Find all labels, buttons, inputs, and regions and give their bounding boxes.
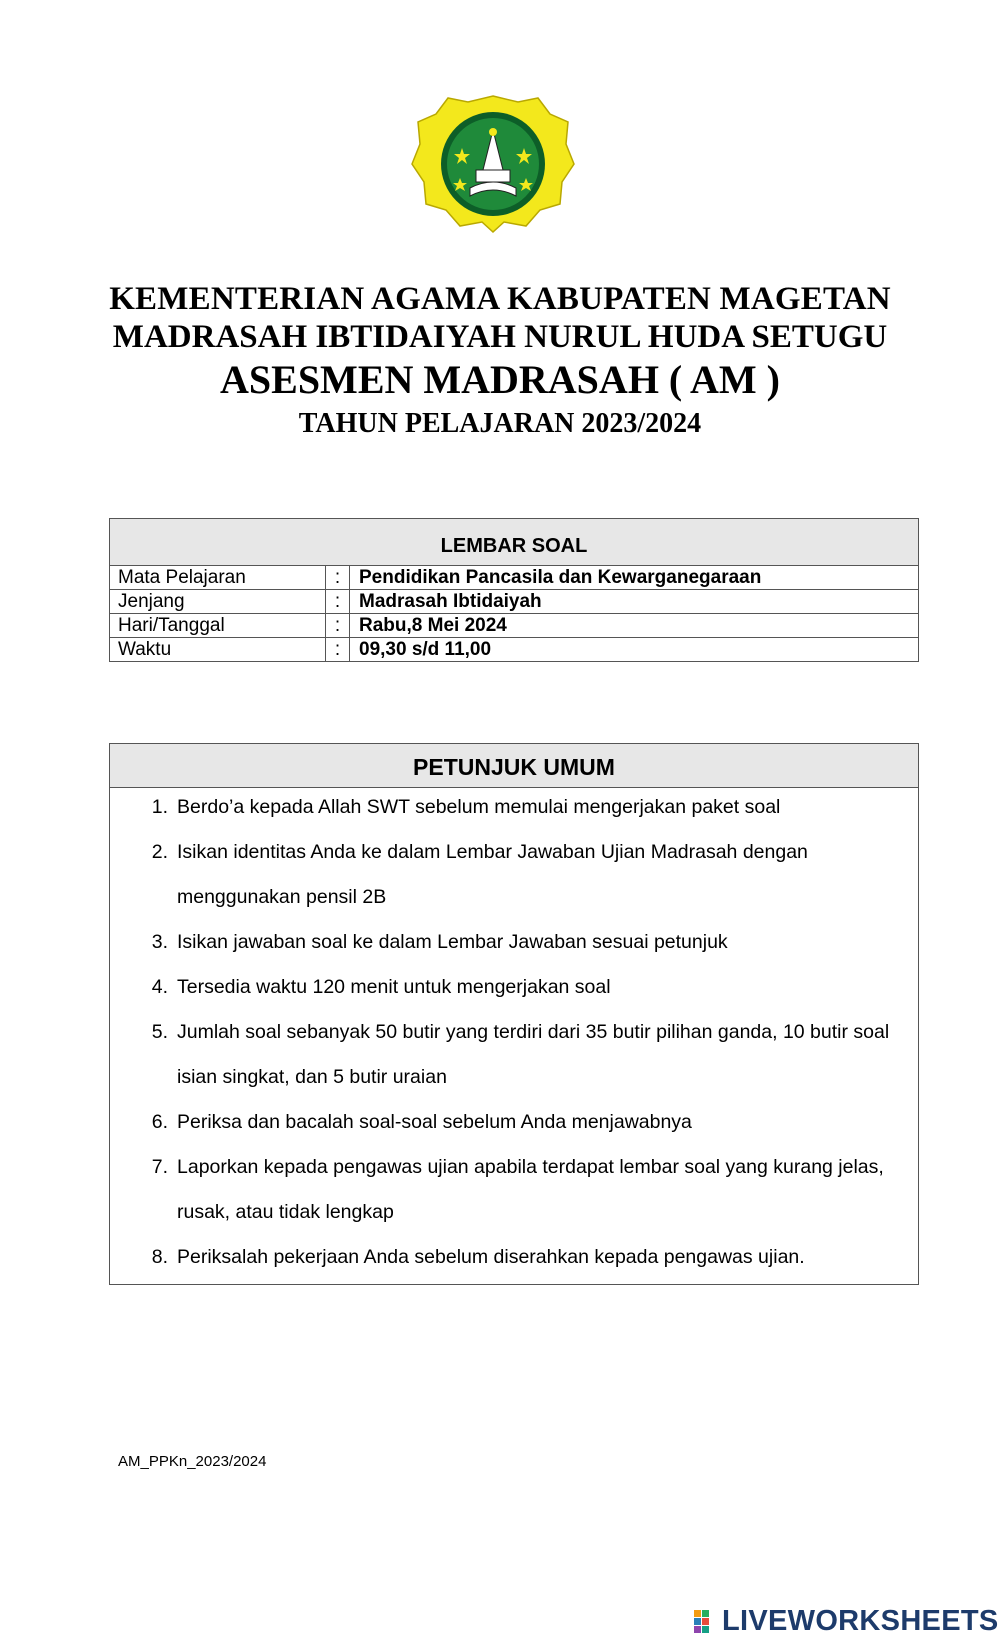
info-separator: :: [326, 638, 350, 661]
info-value: Madrasah Ibtidaiyah: [359, 591, 542, 612]
instruction-text: Jumlah soal sebanyak 50 butir yang terdiri dari 35 butir pilihan ganda, 10 butir soal: [177, 1021, 890, 1043]
document-header: [0, 280, 1000, 444]
info-row-jenjang: [110, 590, 918, 614]
info-value: 09,30 s/d 11,00: [359, 639, 492, 660]
instruction-text-continued: menggunakan pensil 2B: [177, 886, 387, 908]
info-label: Jenjang: [110, 590, 326, 613]
academic-year: TAHUN PELAJARAN 2023/2024: [298, 408, 702, 439]
instruction-item: [110, 1010, 918, 1100]
instruction-number: 3.: [151, 931, 168, 953]
instruction-number: 4.: [151, 976, 168, 998]
instruction-item: [110, 1145, 918, 1235]
instruction-number: 7.: [151, 1156, 168, 1178]
exam-title: ASESMEN MADRASAH ( AM ): [220, 357, 780, 402]
instruction-number: 2.: [151, 841, 168, 863]
document-code: AM_PPKn_2023/2024: [118, 1453, 267, 1470]
petunjuk-umum-box: [109, 743, 919, 1285]
info-row-mata-pelajaran: [110, 566, 918, 590]
liveworksheets-brand-text: LIVEWORKSHEETS: [722, 1605, 999, 1637]
instruction-number: 5.: [151, 1021, 168, 1043]
instruction-text: Berdo’a kepada Allah SWT sebelum memulai mengerjakan paket soal: [177, 796, 781, 818]
info-label: Mata Pelajaran: [110, 566, 326, 589]
lembar-soal-table: [109, 518, 919, 662]
instruction-number: 8.: [151, 1246, 168, 1268]
instruction-text: Laporkan kepada pengawas ujian apabila terdapat lembar soal yang kurang jelas,: [177, 1156, 884, 1178]
info-label: Hari/Tanggal: [110, 614, 326, 637]
instruction-text: Periksalah pekerjaan Anda sebelum diserahkan kepada pengawas ujian.: [177, 1246, 805, 1268]
info-value: Pendidikan Pancasila dan Kewarganegaraan: [359, 567, 762, 588]
instruction-text: Isikan jawaban soal ke dalam Lembar Jawaban sesuai petunjuk: [177, 931, 728, 953]
instruction-item: [110, 785, 918, 830]
instruction-text: Isikan identitas Anda ke dalam Lembar Jawaban Ujian Madrasah dengan: [177, 841, 808, 863]
instruction-item: [110, 1100, 918, 1145]
info-separator: :: [326, 566, 350, 589]
instruction-number: 6.: [151, 1111, 168, 1133]
ministry-title: KEMENTERIAN AGAMA KABUPATEN MAGETAN: [109, 281, 891, 317]
info-row-hari-tanggal: [110, 614, 918, 638]
instruction-item: [110, 830, 918, 920]
petunjuk-umum-title: PETUNJUK UMUM: [110, 744, 918, 788]
lembar-soal-title: LEMBAR SOAL: [110, 519, 918, 566]
instruction-text: Tersedia waktu 120 menit untuk mengerjakan soal: [177, 976, 611, 998]
instruction-text: Periksa dan bacalah soal-soal sebelum Anda menjawabnya: [177, 1111, 692, 1133]
instruction-text-continued: rusak, atau tidak lengkap: [177, 1201, 394, 1223]
info-label: Waktu: [110, 638, 326, 661]
instruction-item: [110, 1235, 918, 1280]
liveworksheets-brand[interactable]: [694, 1605, 999, 1638]
info-row-waktu: [110, 638, 918, 661]
info-value: Rabu,8 Mei 2024: [359, 615, 507, 636]
instruction-number: 1.: [151, 796, 168, 818]
instruction-item: [110, 965, 918, 1010]
instruction-item: [110, 920, 918, 965]
liveworksheets-logo-icon: [694, 1610, 718, 1634]
school-name: MADRASAH IBTIDAIYAH NURUL HUDA SETUGU: [112, 319, 888, 355]
instruction-text-continued: isian singkat, dan 5 butir uraian: [177, 1066, 447, 1088]
instruction-list: [110, 785, 918, 1280]
info-separator: :: [326, 614, 350, 637]
info-separator: :: [326, 590, 350, 613]
school-emblem-icon: [410, 92, 576, 234]
